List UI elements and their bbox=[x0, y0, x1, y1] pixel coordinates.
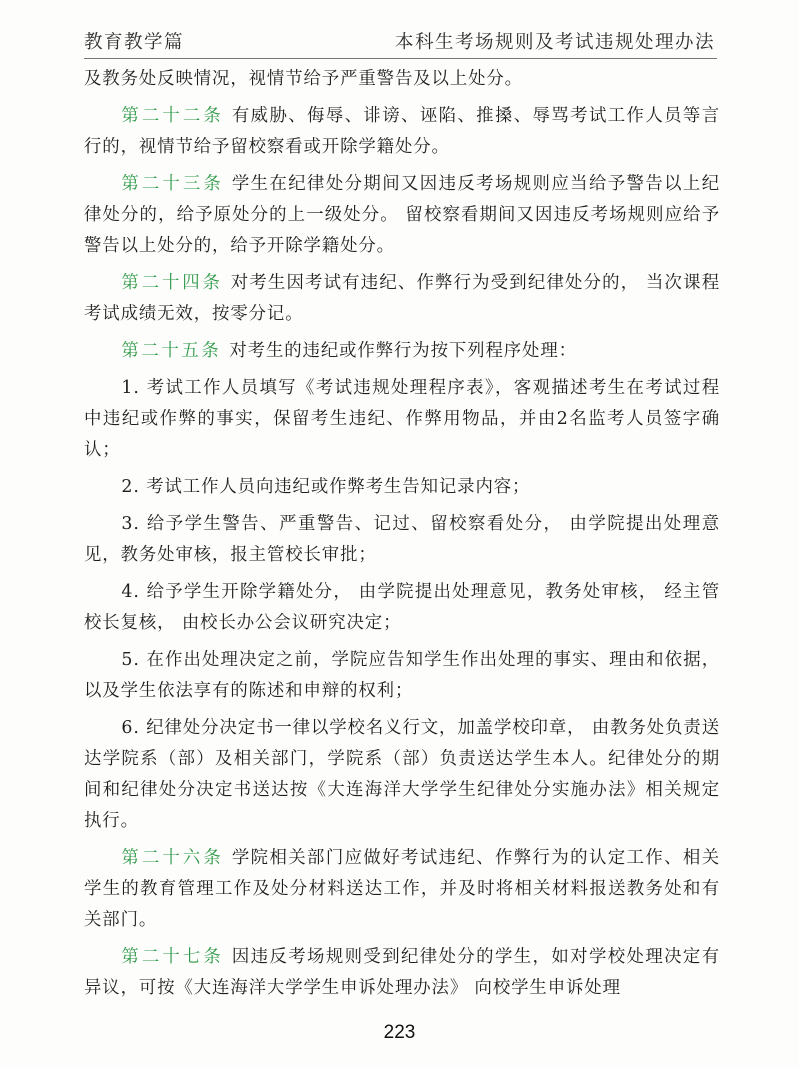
paragraph-text: 对考生的违纪或作弊行为按下列程序处理： bbox=[229, 341, 577, 361]
paragraph bbox=[84, 942, 720, 1004]
paragraph-text: 学院相关部门应做好考试违纪、作弊行为的认定工作、相关学生的教育管理工作及处分材料送达工作，并及时将相关材料报送教务处和有关部门。 bbox=[84, 848, 720, 930]
list-item-text: 2. 考试工作人员向违纪或作弊考生告知记录内容； bbox=[121, 477, 531, 497]
list-item bbox=[84, 472, 720, 503]
list-item bbox=[84, 577, 720, 639]
list-item bbox=[84, 509, 720, 571]
list-item bbox=[84, 713, 720, 837]
paragraph bbox=[84, 268, 720, 330]
list-item-text: 4. 给予学生开除学籍处分， 由学院提出处理意见，教务处审核， 经主管校长复核， 由校长办公会议研究决定； bbox=[84, 582, 720, 633]
header-document-title: 本科生考场规则及考试违规处理办法 bbox=[394, 32, 715, 53]
list-item-text: 6. 纪律处分决定书一律以学校名义行文，加盖学校印章， 由教务处负责送达学院系（部）及相关部门，学院系（部）负责送达学生本人。纪律处分的期间和纪律处分决定书送达按《大连海洋大学学生纪律处分实施办法》相关规定执行。 bbox=[84, 718, 720, 831]
article-number: 第二十四条 bbox=[121, 273, 223, 293]
article-number: 第二十三条 bbox=[121, 174, 224, 194]
header-divider bbox=[84, 58, 717, 59]
paragraph bbox=[84, 336, 720, 367]
list-item-text: 3. 给予学生警告、严重警告、记过、留校察看处分， 由学院提出处理意见，教务处审核，报主管校长审批； bbox=[84, 514, 720, 565]
list-item bbox=[84, 645, 720, 707]
paragraph bbox=[84, 843, 720, 936]
header-section-title: 教育教学篇 bbox=[84, 32, 185, 53]
running-header bbox=[84, 24, 715, 54]
article-number: 第二十五条 bbox=[121, 341, 222, 361]
paragraph bbox=[84, 101, 720, 163]
document-body bbox=[84, 64, 720, 1010]
list-item-text: 1. 考试工作人员填写《考试违规处理程序表》，客观描述考生在考试过程中违纪或作弊的事实，保留考生违纪、作弊用物品，并由2名监考人员签字确认； bbox=[84, 378, 720, 460]
list-item-text: 5. 在作出处理决定之前，学院应告知学生作出处理的事实、理由和依据，以及学生依法享有的陈述和申辩的权利； bbox=[84, 650, 720, 701]
paragraph bbox=[84, 64, 720, 95]
paragraph-text: 学生在纪律处分期间又因违反考场规则应当给予警告以上纪律处分的，给予原处分的上一级处分。 留校察看期间又因违反考场规则应给予警告以上处分的，给予开除学籍处分。 bbox=[84, 174, 720, 256]
article-number: 第二十七条 bbox=[121, 947, 224, 967]
paragraph-text: 及教务处反映情况，视情节给予严重警告及以上处分。 bbox=[84, 69, 523, 89]
paragraph-text: 有威胁、侮辱、诽谤、诬陷、推搡、辱骂考试工作人员等言行的，视情节给予留校察看或开除学籍处分。 bbox=[84, 106, 720, 157]
article-number: 第二十六条 bbox=[121, 848, 224, 868]
paragraph-text: 对考生因考试有违纪、作弊行为受到纪律处分的， 当次课程考试成绩无效，按零分记。 bbox=[84, 273, 720, 324]
page-number: 223 bbox=[383, 1022, 416, 1043]
article-number: 第二十二条 bbox=[121, 106, 224, 126]
list-item bbox=[84, 373, 720, 466]
paragraph bbox=[84, 169, 720, 262]
paragraph-text: 因违反考场规则受到纪律处分的学生，如对学校处理决定有异议，可按《大连海洋大学学生申诉处理办法》 向校学生申诉处理 bbox=[84, 947, 720, 998]
